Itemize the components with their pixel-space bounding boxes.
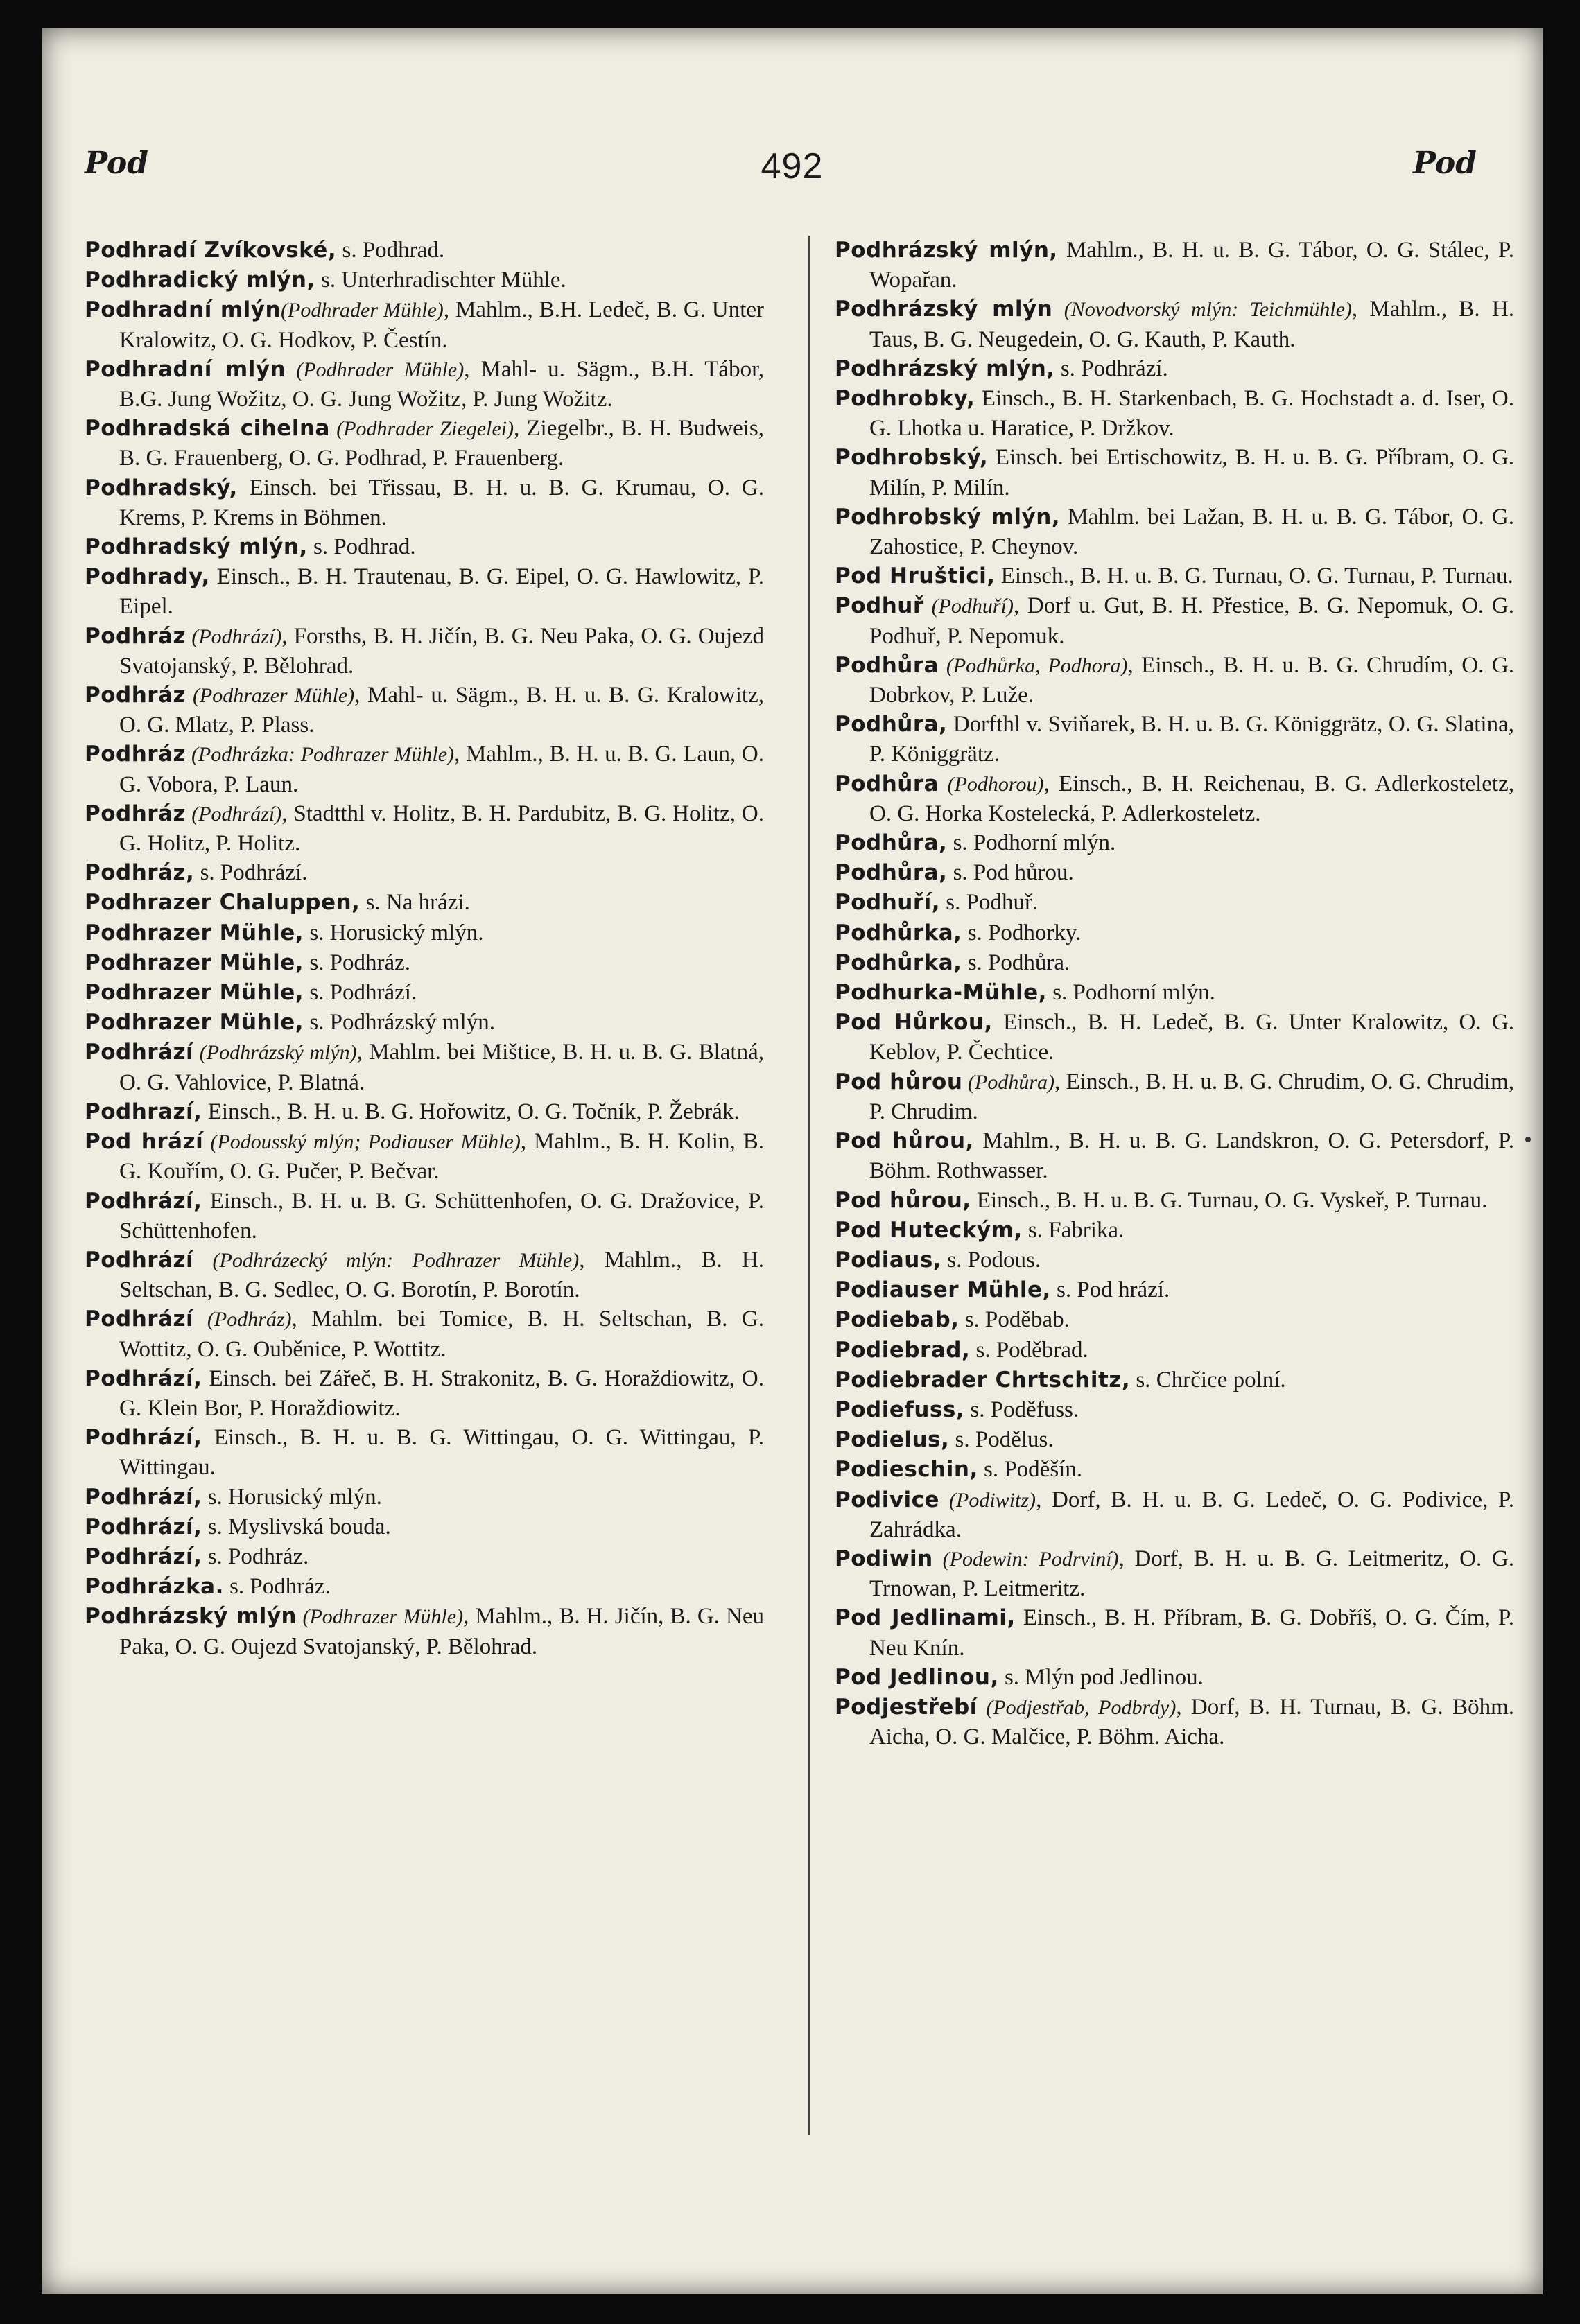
entry-headword: Podhrazí, bbox=[85, 1099, 202, 1124]
gazetteer-entry bbox=[85, 1097, 764, 1127]
entry-headword: Podhráz, bbox=[85, 860, 195, 886]
gazetteer-entry bbox=[85, 1187, 764, 1246]
entry-text: , Stadtthl v. Holitz, B. H. Pardubitz, B. G. Holitz, O. G. Holitz, P. Holitz. bbox=[119, 801, 764, 857]
gazetteer-entry bbox=[835, 503, 1514, 561]
entry-text: Einsch. bei Zářeč, B. H. Strakonitz, B. G. Horaždiowitz, O. G. Klein Bor, P. Horaždiowitz. bbox=[119, 1365, 764, 1421]
gazetteer-entry bbox=[835, 591, 1514, 650]
gazetteer-entry bbox=[85, 799, 764, 858]
entry-headword: Podhrázský mlýn bbox=[85, 1604, 297, 1630]
entry-headword: Podhrází, bbox=[85, 1425, 202, 1451]
entry-headword: Podhrází, bbox=[85, 1544, 202, 1569]
gazetteer-entry bbox=[835, 1425, 1514, 1455]
entry-headword: Podhradský, bbox=[85, 475, 238, 500]
gazetteer-entry bbox=[835, 561, 1514, 591]
entry-headword: Podhrází bbox=[85, 1040, 194, 1065]
page-header bbox=[42, 125, 1543, 187]
gazetteer-entry bbox=[835, 1305, 1514, 1335]
entry-headword: Podhradní mlýn bbox=[85, 297, 281, 323]
entry-headword: Podhrobský, bbox=[835, 445, 989, 471]
entry-text: Einsch., B. H. u. B. G. Hořowitz, O. G. Točník, P. Žebrák. bbox=[202, 1099, 740, 1124]
gazetteer-entry bbox=[85, 1127, 764, 1186]
entry-alternate-name: (Podhrází) bbox=[186, 802, 282, 825]
entry-text: , Mahlm., B. H. Seltschan, B. G. Sedlec, O. G. Borotín, P. Borotín. bbox=[119, 1247, 764, 1303]
entry-text: s. Podhrázský mlýn. bbox=[304, 1010, 495, 1036]
entry-headword: Podhrází, bbox=[85, 1514, 202, 1539]
gazetteer-entry bbox=[85, 236, 764, 265]
gazetteer-entry bbox=[835, 1275, 1514, 1305]
entry-alternate-name: (Podhrader Mühle) bbox=[286, 358, 465, 381]
entry-headword: Podhůrka, bbox=[835, 920, 962, 945]
gazetteer-entry bbox=[835, 948, 1514, 978]
entry-text: , Mahl- u. Sägm., B. H. u. B. G. Kralowitz, O. G. Mlatz, P. Plass. bbox=[119, 683, 764, 738]
gazetteer-entry bbox=[835, 710, 1514, 769]
entry-text: s. Podhorní mlýn. bbox=[947, 830, 1116, 856]
gazetteer-entry bbox=[835, 1216, 1514, 1246]
entry-headword: Podhůra bbox=[835, 771, 939, 796]
entry-headword: Podhrady, bbox=[85, 564, 210, 590]
entry-text: s. Podhrází. bbox=[304, 980, 417, 1006]
entry-headword: Podiebab, bbox=[835, 1307, 960, 1333]
entry-text: s. Podělus. bbox=[949, 1427, 1054, 1453]
gazetteer-entry bbox=[835, 1485, 1514, 1544]
entry-text: , Ziegelbr., B. H. Budweis, B. G. Frauenberg, O. G. Podhrad, P. Frauenberg. bbox=[119, 416, 764, 471]
left-column bbox=[85, 236, 764, 2246]
running-head-left: Pod bbox=[85, 146, 149, 181]
entry-alternate-name: (Podhrazer Mühle) bbox=[297, 1605, 464, 1629]
entry-headword: Podhůra, bbox=[835, 860, 948, 886]
entry-headword: Podhrazer Mühle, bbox=[85, 950, 304, 975]
running-head-right: Pod bbox=[1412, 146, 1477, 181]
entry-headword: Podhurka-Mühle, bbox=[835, 980, 1047, 1006]
entry-text: Einsch., B. H. u. B. G. Turnau, O. G. Vyskeř, P. Turnau. bbox=[971, 1187, 1488, 1213]
gazetteer-entry bbox=[835, 1693, 1514, 1751]
entry-headword: Podivice bbox=[835, 1487, 940, 1512]
gazetteer-entry bbox=[85, 414, 764, 473]
entry-text: , Dorf, B. H. u. B. G. Leitmeritz, O. G. Trnowan, P. Leitmeritz. bbox=[869, 1546, 1514, 1602]
entry-headword: Pod hrází bbox=[85, 1129, 204, 1155]
entry-headword: Podhrázský mlýn, bbox=[835, 356, 1055, 381]
entry-headword: Podhrází, bbox=[85, 1188, 202, 1214]
gazetteer-entry bbox=[835, 1365, 1514, 1395]
entry-headword: Podhuří, bbox=[835, 890, 941, 916]
gazetteer-entry bbox=[85, 265, 764, 295]
entry-alternate-name: (Podhráz) bbox=[193, 1308, 292, 1331]
entry-headword: Podhráz bbox=[85, 742, 186, 767]
entry-alternate-name: (Podhrází) bbox=[186, 624, 282, 648]
entry-text: s. Podhuř. bbox=[940, 890, 1039, 916]
entry-alternate-name: (Podhorou) bbox=[939, 772, 1044, 796]
entry-headword: Podhradický mlýn, bbox=[85, 268, 315, 293]
entry-alternate-name: (Podhrader Mühle) bbox=[281, 299, 444, 322]
entry-text: , Dorf, B. H. Turnau, B. G. Böhm. Aicha, O. G. Malčice, P. Böhm. Aicha. bbox=[869, 1694, 1514, 1750]
gazetteer-entry bbox=[835, 1336, 1514, 1365]
entry-text: Einsch., B. H. Starkenbach, B. G. Hochstadt a. d. Iser, O. G. Lhotka u. Haratice, P. Držkov. bbox=[869, 386, 1514, 442]
entry-text: , Dorf u. Gut, B. H. Přestice, B. G. Nepomuk, O. G. Podhuř, P. Nepomuk. bbox=[869, 593, 1514, 649]
gazetteer-entry bbox=[85, 1572, 764, 1602]
entry-text: , Dorf, B. H. u. B. G. Ledeč, O. G. Podivice, P. Zahrádka. bbox=[869, 1487, 1514, 1542]
gazetteer-entry bbox=[835, 1186, 1514, 1216]
entry-alternate-name: (Podewin: Podrviní) bbox=[932, 1547, 1119, 1571]
gazetteer-entry bbox=[835, 918, 1514, 948]
gazetteer-entry bbox=[85, 740, 764, 798]
gazetteer-entry bbox=[835, 769, 1514, 828]
gazetteer-entry bbox=[85, 681, 764, 740]
entry-alternate-name: (Podousský mlýn; Podiauser Mühle) bbox=[203, 1130, 521, 1154]
entry-headword: Podhrází bbox=[85, 1247, 194, 1273]
entry-headword: Podhůra bbox=[835, 652, 939, 678]
entry-text: s. Fabrika. bbox=[1022, 1217, 1125, 1243]
gazetteer-entry bbox=[85, 948, 764, 978]
gazetteer-entry bbox=[85, 622, 764, 681]
gazetteer-entry bbox=[85, 1512, 764, 1542]
entry-headword: Podhradní mlýn bbox=[85, 356, 286, 382]
gazetteer-entry bbox=[85, 1483, 764, 1512]
entry-headword: Pod Jedlinou, bbox=[835, 1664, 999, 1690]
entry-headword: Podhůra, bbox=[835, 712, 948, 737]
entry-alternate-name: (Podhrazer Mühle) bbox=[186, 684, 355, 708]
entry-text: , Einsch., B. H. u. B. G. Chrudím, O. G. Dobrkov, P. Luže. bbox=[869, 652, 1514, 708]
entry-headword: Podhráz bbox=[85, 683, 186, 708]
entry-text: , Einsch., B. H. Reichenau, B. G. Adlerkosteletz, O. G. Horka Kostelecká, P. Adlerkosteletz. bbox=[869, 771, 1514, 826]
entry-headword: Podhrazer Mühle, bbox=[85, 980, 304, 1006]
book-page bbox=[42, 28, 1543, 2294]
page-number: 492 bbox=[761, 146, 824, 186]
entry-text: s. Podhráz. bbox=[304, 950, 411, 975]
entry-text: Mahlm., B. H. u. B. G. Tábor, O. G. Stálec, P. Wopařan. bbox=[869, 238, 1514, 293]
entry-text: s. Myslivská bouda. bbox=[202, 1514, 391, 1539]
entry-headword: Podiwin bbox=[835, 1546, 933, 1571]
entry-text: s. Poděbrad. bbox=[970, 1337, 1088, 1363]
entry-text: s. Horusický mlýn. bbox=[202, 1484, 382, 1510]
entry-headword: Podiebrader Chrtschitz, bbox=[835, 1367, 1131, 1392]
entry-headword: Podieschin, bbox=[835, 1457, 978, 1483]
gazetteer-entry bbox=[85, 1423, 764, 1482]
entry-text: s. Podhrází. bbox=[194, 860, 308, 886]
entry-headword: Podiauser Mühle, bbox=[835, 1277, 1051, 1303]
gazetteer-entry bbox=[835, 1544, 1514, 1603]
entry-text: , Mahlm., B.H. Ledeč, B. G. Unter Kralowitz, O. G. Hodkov, P. Čestín. bbox=[119, 297, 764, 353]
entry-text: s. Horusický mlýn. bbox=[304, 920, 484, 945]
entry-headword: Podiebrad, bbox=[835, 1337, 971, 1363]
entry-text: s. Podhráz. bbox=[202, 1544, 309, 1569]
gazetteer-entry bbox=[85, 978, 764, 1008]
gazetteer-entry bbox=[85, 1542, 764, 1572]
entry-text: Einsch., B. H. u. B. G. Wittingau, O. G. Wittingau, P. Wittingau. bbox=[119, 1425, 764, 1480]
gazetteer-entry bbox=[85, 562, 764, 621]
entry-headword: Podhradská cihelna bbox=[85, 416, 330, 442]
gazetteer-entry bbox=[835, 1603, 1514, 1662]
entry-headword: Podhůrka, bbox=[835, 950, 962, 975]
entry-text: , Mahlm. bei Tomice, B. H. Seltschan, B. G. Wottitz, O. G. Ouběnice, P. Wottitz. bbox=[119, 1307, 764, 1362]
entry-alternate-name: (Podhůrka, Podhora) bbox=[939, 654, 1128, 677]
entry-headword: Podhrazer Mühle, bbox=[85, 920, 304, 945]
gazetteer-entry bbox=[85, 295, 764, 354]
gazetteer-entry bbox=[835, 978, 1514, 1008]
entry-text: Einsch., B. H. u. B. G. Schüttenhofen, O. G. Dražovice, P. Schüttenhofen. bbox=[119, 1188, 764, 1243]
entry-text: s. Podhráz. bbox=[223, 1574, 331, 1600]
gazetteer-entry bbox=[85, 1038, 764, 1097]
entry-alternate-name: (Podjestřab, Podbrdy) bbox=[977, 1695, 1177, 1719]
entry-headword: Podhrobský mlýn, bbox=[835, 504, 1061, 530]
entry-text: s. Podous. bbox=[941, 1247, 1041, 1273]
entry-headword: Podhradský mlýn, bbox=[85, 534, 308, 560]
entry-headword: Podhrazer Mühle, bbox=[85, 1010, 304, 1036]
gazetteer-entry bbox=[835, 1246, 1514, 1275]
entry-alternate-name: (Podhrázka: Podhrazer Mühle) bbox=[186, 743, 455, 767]
entry-text: Einsch., B. H. Příbram, B. G. Dobříš, O. G. Čím, P. Neu Knín. bbox=[869, 1605, 1514, 1661]
entry-headword: Pod Hruštici, bbox=[835, 563, 996, 589]
gazetteer-entry bbox=[835, 1126, 1514, 1185]
gazetteer-entry bbox=[85, 1304, 764, 1363]
entry-headword: Podjestřebí bbox=[835, 1694, 978, 1720]
gazetteer-entry bbox=[85, 532, 764, 562]
entry-headword: Podhradí Zvíkovské, bbox=[85, 238, 337, 263]
entry-text: Einsch., B. H. Ledeč, B. G. Unter Kralowitz, O. G. Keblov, P. Čechtice. bbox=[869, 1010, 1514, 1065]
entry-text: s. Poděbab. bbox=[959, 1307, 1070, 1333]
gazetteer-entry bbox=[835, 1663, 1514, 1693]
entry-headword: Pod Huteckým, bbox=[835, 1217, 1023, 1243]
entry-text: , Mahlm., B. H. Jičín, B. G. Neu Paka, O. G. Oujezd Svatojanský, P. Bělohrad. bbox=[119, 1604, 764, 1659]
entry-headword: Podhrázský mlýn bbox=[835, 297, 1053, 322]
entry-headword: Podhráz bbox=[85, 801, 186, 826]
entry-text: s. Na hrázi. bbox=[360, 890, 470, 916]
entry-headword: Podhrází, bbox=[85, 1484, 202, 1510]
entry-headword: Podhrazer Chaluppen, bbox=[85, 890, 361, 916]
gazetteer-entry bbox=[835, 888, 1514, 918]
entry-text: s. Chrčice polní. bbox=[1130, 1367, 1286, 1392]
gazetteer-entry bbox=[835, 1067, 1514, 1126]
gazetteer-entry bbox=[835, 651, 1514, 710]
gazetteer-entry bbox=[85, 473, 764, 532]
entry-text: , Mahlm., B. H. u. B. G. Laun, O. G. Vobora, P. Laun. bbox=[119, 742, 764, 797]
gazetteer-entry bbox=[835, 1395, 1514, 1425]
entry-alternate-name: (Podhrader Ziegelei) bbox=[329, 417, 514, 441]
entry-text: s. Pod hůrou. bbox=[947, 860, 1074, 886]
entry-alternate-name: (Podiwitz) bbox=[939, 1488, 1036, 1512]
entry-text: Mahlm. bei Lažan, B. H. u. B. G. Tábor, O. G. Zahostice, P. Cheynov. bbox=[869, 504, 1514, 560]
entry-headword: Pod hůrou, bbox=[835, 1187, 971, 1213]
entry-text: s. Podhrad. bbox=[336, 238, 445, 263]
entry-text: Einsch., B. H. Trautenau, B. G. Eipel, O. G. Hawlowitz, P. Eipel. bbox=[119, 564, 764, 620]
gazetteer-entry bbox=[835, 354, 1514, 384]
gazetteer-entry bbox=[85, 858, 764, 888]
gazetteer-entry bbox=[835, 236, 1514, 295]
entry-headword: Podhrází bbox=[85, 1307, 194, 1332]
entry-text: , Forsths, B. H. Jičín, B. G. Neu Paka, O. G. Oujezd Svatojanský, P. Bělohrad. bbox=[119, 623, 764, 679]
entry-alternate-name: (Podhrázský mlýn) bbox=[193, 1041, 357, 1065]
entry-headword: Podhrázka. bbox=[85, 1574, 224, 1600]
entry-text: , Mahlm., B. H. Kolin, B. G. Kouřím, O. G. Pučer, P. Bečvar. bbox=[119, 1129, 764, 1185]
column-divider bbox=[808, 236, 810, 2135]
entry-headword: Podiefuss, bbox=[835, 1397, 965, 1422]
entry-text: , Einsch., B. H. u. B. G. Chrudim, O. G. Chrudim, P. Chrudim. bbox=[869, 1069, 1514, 1124]
gazetteer-columns bbox=[85, 236, 1514, 2246]
entry-headword: Pod hůrou, bbox=[835, 1128, 974, 1154]
entry-text: s. Podhrad. bbox=[307, 534, 416, 560]
entry-alternate-name: (Podhrázecký mlýn: Podhrazer Mühle) bbox=[193, 1248, 580, 1272]
entry-text: , Mahlm., B. H. Taus, B. G. Neugedein, O. G. Kauth, P. Kauth. bbox=[869, 297, 1514, 352]
entry-headword: Podhrobky, bbox=[835, 386, 975, 412]
entry-text: , Mahlm. bei Mištice, B. H. u. B. G. Blatná, O. G. Vahlovice, P. Blatná. bbox=[119, 1040, 764, 1095]
entry-text: Dorfthl v. Sviňarek, B. H. u. B. G. Königgrätz, O. G. Slatina, P. Königgrätz. bbox=[869, 712, 1514, 767]
gazetteer-entry bbox=[85, 1602, 764, 1661]
entry-alternate-name: (Podhuří) bbox=[923, 595, 1014, 618]
entry-text: s. Mlýn pod Jedlinou. bbox=[998, 1664, 1204, 1690]
entry-headword: Podhrází, bbox=[85, 1365, 202, 1391]
gazetteer-entry bbox=[85, 918, 764, 948]
gazetteer-entry bbox=[85, 1364, 764, 1423]
entry-headword: Pod Hůrkou, bbox=[835, 1010, 993, 1036]
gazetteer-entry bbox=[835, 384, 1514, 443]
entry-text: s. Poděfuss. bbox=[964, 1397, 1079, 1422]
entry-text: Einsch., B. H. u. B. G. Turnau, O. G. Turnau, P. Turnau. bbox=[995, 563, 1513, 589]
entry-text: s. Podhrází. bbox=[1054, 356, 1168, 381]
entry-headword: Pod Jedlinami, bbox=[835, 1605, 1016, 1631]
entry-text: Einsch. bei Ertischowitz, B. H. u. B. G. Příbram, O. G. Milín, P. Milín. bbox=[869, 445, 1514, 500]
entry-text: s. Podhorky. bbox=[962, 920, 1082, 945]
entry-headword: Podielus, bbox=[835, 1427, 950, 1453]
entry-text: s. Podhorní mlýn. bbox=[1046, 980, 1215, 1006]
entry-headword: Podiaus, bbox=[835, 1247, 942, 1273]
entry-text: , Mahl- u. Sägm., B.H. Tábor, B.G. Jung Wožitz, O. G. Jung Wožitz, P. Jung Wožitz. bbox=[119, 356, 764, 412]
entry-headword: Podhráz bbox=[85, 623, 186, 649]
entry-headword: Podhuř bbox=[835, 593, 924, 619]
entry-alternate-name: (Novodvorský mlýn: Teichmühle) bbox=[1052, 298, 1352, 322]
entry-text: Einsch. bei Třissau, B. H. u. B. G. Krumau, O. G. Krems, P. Krems in Böhmen. bbox=[119, 475, 764, 530]
gazetteer-entry bbox=[85, 355, 764, 414]
entry-headword: Pod hůrou bbox=[835, 1069, 963, 1094]
gazetteer-entry bbox=[835, 295, 1514, 353]
entry-text: s. Unterhradischter Mühle. bbox=[315, 268, 566, 293]
gazetteer-entry bbox=[85, 1008, 764, 1038]
gazetteer-entry bbox=[835, 1008, 1514, 1067]
gazetteer-entry bbox=[835, 858, 1514, 888]
paper-speck bbox=[1525, 1137, 1531, 1142]
entry-text: Mahlm., B. H. u. B. G. Landskron, O. G. Petersdorf, P. Böhm. Rothwasser. bbox=[869, 1128, 1514, 1184]
entry-alternate-name: (Podhůra) bbox=[962, 1070, 1055, 1094]
gazetteer-entry bbox=[85, 1246, 764, 1304]
entry-headword: Podhůra, bbox=[835, 830, 948, 856]
gazetteer-entry bbox=[835, 1455, 1514, 1485]
entry-text: s. Poděšín. bbox=[978, 1457, 1083, 1483]
right-column bbox=[835, 236, 1514, 2246]
entry-headword: Podhrázský mlýn, bbox=[835, 238, 1058, 263]
gazetteer-entry bbox=[835, 443, 1514, 502]
gazetteer-entry bbox=[85, 888, 764, 918]
entry-text: s. Pod hrází. bbox=[1050, 1277, 1170, 1303]
gazetteer-entry bbox=[835, 828, 1514, 858]
entry-text: s. Podhůra. bbox=[962, 950, 1070, 975]
